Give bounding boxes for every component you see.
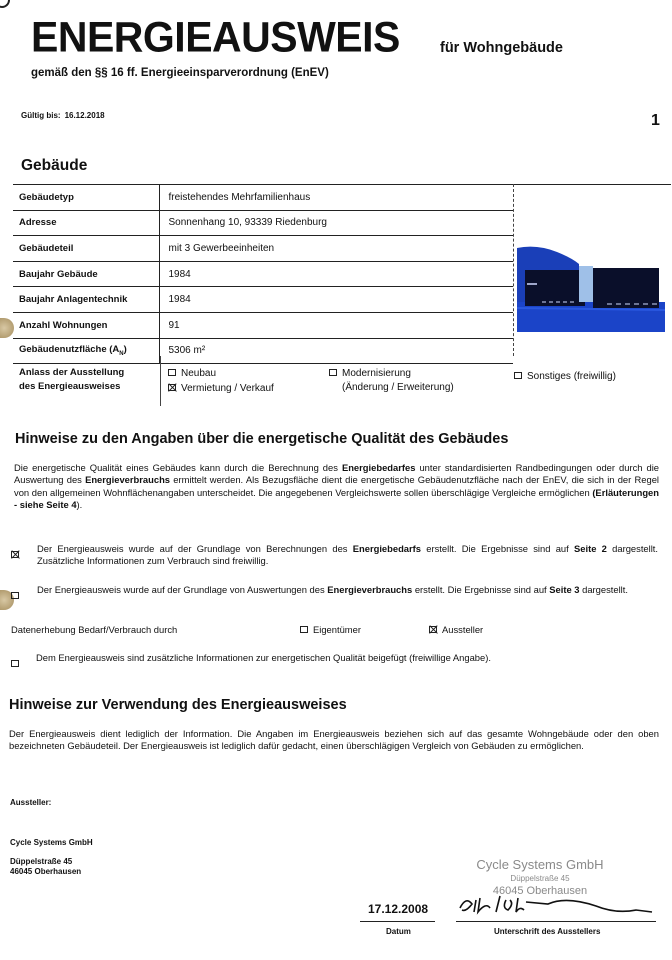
row-label: Adresse <box>13 210 159 236</box>
text: ). <box>76 499 83 511</box>
date-label: Datum <box>386 927 411 936</box>
section-title-usage-notes: Hinweise zur Verwendung des Energieausweises <box>9 697 347 713</box>
data-collection-owner[interactable] <box>300 623 361 637</box>
building-left <box>525 270 585 306</box>
text: Die energetische Qualität eines Gebäudes kann durch die Berechnung des <box>14 462 342 473</box>
building-table <box>13 184 513 364</box>
valid-until <box>21 111 105 120</box>
date-line <box>360 921 435 922</box>
table-top-rule <box>513 184 671 185</box>
building-photo <box>517 244 665 332</box>
stamp-city: 46045 Oberhausen <box>492 885 588 897</box>
table-row <box>13 338 513 364</box>
bold-text: Energieverbrauchs <box>327 584 413 595</box>
document-title: ENERGIEAUSWEIS <box>31 12 400 62</box>
data-collection-label: Datenerhebung Bedarf/Verbrauch durch <box>11 624 178 635</box>
row-value: Sonnenhang 10, 93339 Riedenburg <box>159 210 513 236</box>
section-title-building: Gebäude <box>21 157 88 174</box>
option-consumption-text <box>37 584 658 596</box>
option-label: Sonstiges (freiwillig) <box>527 371 616 382</box>
row-value: mit 3 Gewerbeeinheiten <box>159 236 513 262</box>
building-right <box>593 268 659 308</box>
option-label: Neubau <box>181 368 217 379</box>
scan-corner-mark <box>0 0 10 8</box>
document-title-suffix: für Wohngebäude <box>440 40 563 56</box>
bold-text: (Erläuterungen - siehe Seite 4 <box>14 486 659 511</box>
checkbox-unchecked-icon[interactable] <box>168 369 176 376</box>
row-label: Baujahr Anlagentechnik <box>13 287 159 313</box>
bold-text: Energieverbrauchs <box>85 474 171 486</box>
text: Der Energieausweis wurde auf der Grundlage von Auswertungen des <box>37 584 328 595</box>
option-label: Aussteller <box>442 624 484 635</box>
checkbox-unchecked-icon[interactable] <box>11 660 19 667</box>
page-number: 1 <box>651 112 660 129</box>
option-demand-text <box>37 543 658 568</box>
table-row <box>13 236 513 262</box>
data-collection-issuer[interactable] <box>429 623 483 637</box>
option-label: Vermietung / Verkauf <box>181 383 274 394</box>
issue-date: 17.12.2008 <box>368 902 429 916</box>
row-label: Anzahl Wohnungen <box>13 312 159 338</box>
building-middle <box>579 266 593 302</box>
row-value: freistehendes Mehrfamilienhaus <box>159 185 513 211</box>
text: erstellt. Die Ergebnisse sind auf <box>421 543 574 554</box>
text: dargestellt. Zusätzliche Informationen zum Verbrauch sind freiwillig. <box>37 543 659 567</box>
valid-until-label: Gültig bis: <box>21 111 61 120</box>
row-label <box>13 338 159 364</box>
row-value: 5306 m² <box>159 338 513 364</box>
issuer-name: Cycle Systems GmbH <box>10 838 93 847</box>
section-title-quality-notes: Hinweise zu den Angaben über die energetische Qualität des Gebäudes <box>15 431 509 447</box>
table-row <box>13 287 513 313</box>
checkbox-checked-icon[interactable] <box>429 626 437 633</box>
option-label: Modernisierung <box>342 368 411 379</box>
option-demand-checkbox-wrap[interactable] <box>11 545 24 563</box>
checkbox-checked-icon[interactable] <box>168 384 176 391</box>
table-row <box>13 185 513 211</box>
row-value: 1984 <box>159 287 513 313</box>
issuer-label: Aussteller: <box>10 798 52 807</box>
occasion-option-modernization[interactable] <box>329 367 454 395</box>
bold-text: Seite 2 <box>574 543 607 554</box>
signature-label: Unterschrift des Ausstellers <box>494 927 601 936</box>
hole-punch-mark <box>0 318 14 338</box>
occasion-divider <box>160 356 161 406</box>
text: erstellt. Die Ergebnisse sind auf <box>412 584 550 595</box>
option-label: Eigentümer <box>313 624 361 635</box>
row-label-subscript: N <box>119 351 124 358</box>
signature <box>456 886 656 922</box>
text: Der Energieausweis wurde auf der Grundlage von Berechnungen des <box>37 543 353 554</box>
table-row <box>13 261 513 287</box>
text: dargestellt. <box>579 584 628 595</box>
row-label-end: ) <box>123 344 127 356</box>
checkbox-unchecked-icon[interactable] <box>329 369 337 376</box>
occasion-option-rent-sale[interactable] <box>168 382 274 396</box>
document-subtitle: gemäß den §§ 16 ff. Energieeinsparverordnung (EnEV) <box>31 67 329 79</box>
row-label: Gebäudetyp <box>13 185 159 211</box>
quality-notes-paragraph <box>14 462 659 512</box>
issuer-street: Düppelstraße 45 <box>10 857 73 866</box>
row-value: 1984 <box>159 261 513 287</box>
signature-line <box>456 921 656 922</box>
occasion-label-line1: Anlass der Ausstellung <box>19 367 125 378</box>
photo-divider <box>513 184 514 356</box>
stamp-name: Cycle Systems GmbH <box>476 857 604 872</box>
text: unter standardisierten Randbedingungen oder durch die Auswertung des <box>14 462 660 486</box>
bold-text: Energiebedarfs <box>352 543 422 554</box>
bold-text: Energiebedarfes <box>341 462 416 473</box>
additional-info-checkbox-wrap[interactable] <box>11 654 24 672</box>
bold-text: Seite 3 <box>549 584 580 595</box>
row-label: Gebäudeteil <box>13 236 159 262</box>
option-consumption-checkbox-wrap[interactable] <box>11 586 24 604</box>
table-row <box>13 210 513 236</box>
row-label-text: Gebäudenutzfläche (A <box>19 344 120 356</box>
option-label-secondary: (Änderung / Erweiterung) <box>342 382 454 393</box>
occasion-option-other[interactable] <box>514 370 616 384</box>
checkbox-checked-icon[interactable] <box>11 551 19 558</box>
additional-info-text: Dem Energieausweis sind zusätzliche Informationen zur energetischen Qualität beigefügt (freiwillige Angabe). <box>36 652 491 663</box>
table-row <box>13 312 513 338</box>
occasion-option-new-build[interactable] <box>168 367 216 381</box>
row-value: 91 <box>159 312 513 338</box>
row-label: Baujahr Gebäude <box>13 261 159 287</box>
stamp-street: Düppelstraße 45 <box>510 874 570 883</box>
checkbox-unchecked-icon[interactable] <box>11 592 19 599</box>
valid-until-date: 16.12.2018 <box>64 111 105 120</box>
checkbox-unchecked-icon[interactable] <box>300 626 308 633</box>
text: ermittelt werden. Als Bezugsfläche dient die energetische Gebäudenutzfläche nach der EnEV, die sich in der Regel von den allgemeinen Wohnflächenangaben unterscheidet. Die angegebenen Vergleichswerte sollen überschlägige Vergleiche ermöglichen <box>14 474 659 498</box>
occasion-label <box>19 366 124 394</box>
occasion-label-line2: des Energieausweises <box>19 381 121 392</box>
checkbox-unchecked-icon[interactable] <box>514 372 522 379</box>
usage-notes-paragraph: Der Energieausweis dient lediglich der Information. Die Angaben im Energieausweis beziehen sich auf das gesamte Wohngebäude oder den oben bezeichneten Gebäudeteil. Der Energieausweis ist lediglich dafür gedacht, einen überschlägigen Vergleich von Gebäuden zu ermöglichen. <box>9 728 659 752</box>
issuer-city: 46045 Oberhausen <box>10 867 82 876</box>
